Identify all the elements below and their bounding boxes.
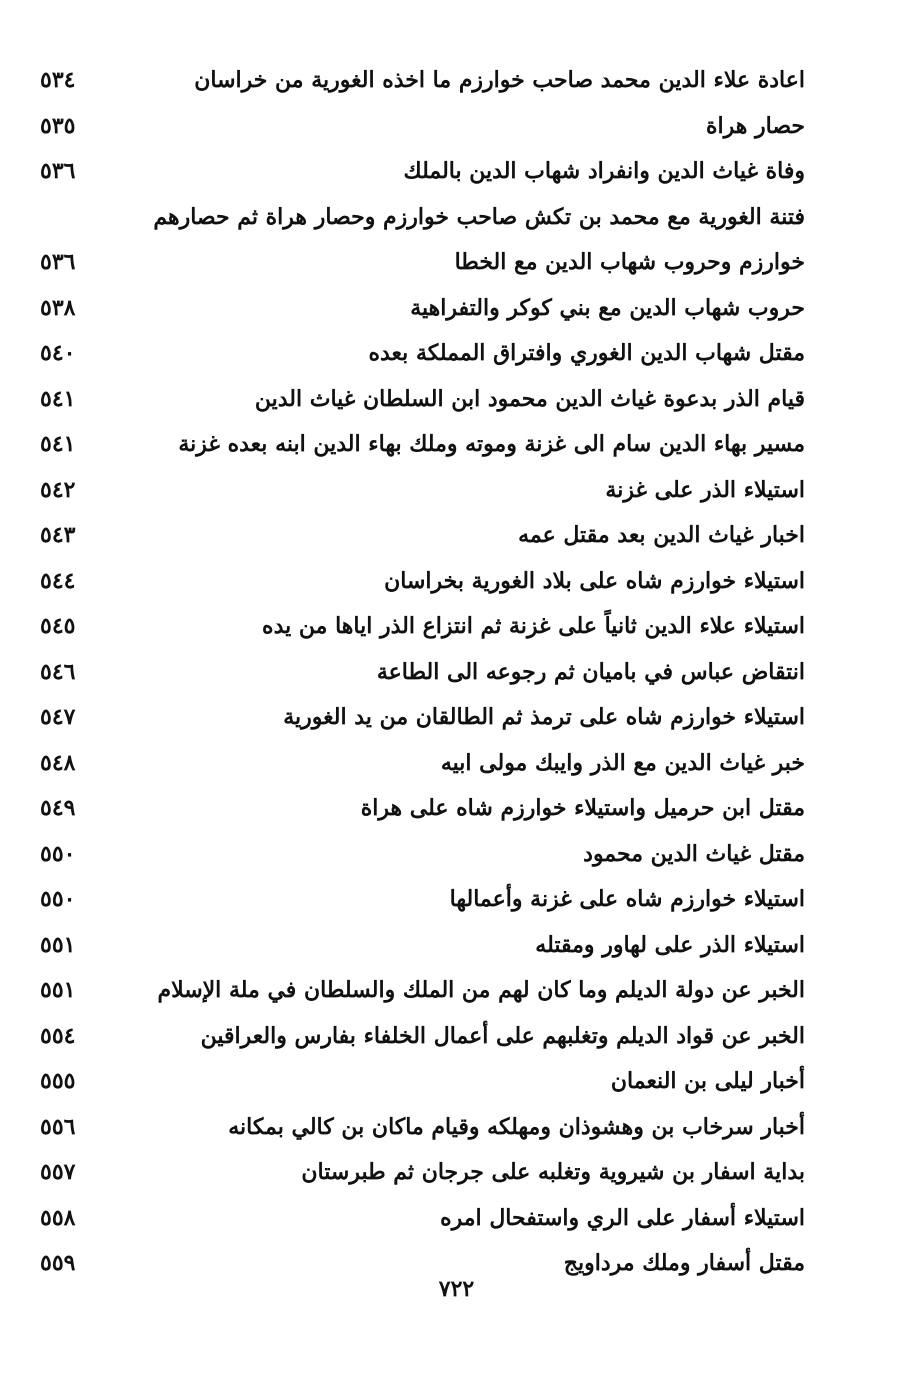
toc-entry xyxy=(40,877,805,923)
toc-entry-title: خوارزم وحروب شهاب الدين مع الخطا xyxy=(454,249,805,275)
toc-entry xyxy=(40,377,805,423)
toc-entry-title: استيلاء أسفار على الري واستفحال امره xyxy=(440,1204,805,1231)
toc-entry xyxy=(40,240,805,286)
toc-entry-page-number: ٥٤٢ xyxy=(40,476,76,503)
toc-entry xyxy=(40,1105,805,1151)
toc-entry-title: مقتل أسفار وملك مرداويج xyxy=(563,1250,805,1276)
toc-entry-page-number: ٥٣٦ xyxy=(40,249,76,275)
toc-entry-title: وفاة غياث الدين وانفراد شهاب الدين بالملك xyxy=(403,158,805,184)
toc-entry xyxy=(40,286,805,332)
toc-entry xyxy=(40,832,805,878)
toc-entry-title: أخبار سرخاب بن وهشوذان ومهلكه وقيام ماكان بن كالي بمكانه xyxy=(228,1113,805,1140)
toc-entry-title: مقتل شهاب الدين الغوري وافتراق المملكة بعده xyxy=(368,340,805,366)
toc-entry-page-number: ٥٤١ xyxy=(40,385,76,412)
toc-entry-title: خبر غياث الدين مع الذر وايبك مولى ابيه xyxy=(440,749,805,776)
toc-entry-title: انتقاض عباس في باميان ثم رجوعه الى الطاعة xyxy=(376,658,805,685)
toc-entry-page-number: ٥٥٨ xyxy=(40,1204,76,1231)
toc-entry xyxy=(40,604,805,650)
table-of-contents xyxy=(40,58,805,1287)
toc-entry-page-number: ٥٤٦ xyxy=(40,658,76,685)
toc-entry-title: استيلاء الذر على غزنة xyxy=(605,476,805,503)
toc-entry xyxy=(40,559,805,605)
toc-entry xyxy=(40,1150,805,1196)
toc-entry-page-number: ٥٥١ xyxy=(40,977,76,1003)
toc-entry-page-number: ٥٥٠ xyxy=(40,886,76,912)
toc-entry-title: بداية اسفار بن شيروية وتغلبه على جرجان ثم طبرستان xyxy=(301,1159,805,1185)
toc-entry-page-number: ٥٣٨ xyxy=(40,294,76,321)
toc-entry-page-number: ٥٤٧ xyxy=(40,704,76,730)
toc-entry xyxy=(40,468,805,514)
toc-entry-title: مقتل غياث الدين محمود xyxy=(583,840,805,867)
toc-entry-page-number: ٥٤٨ xyxy=(40,749,76,776)
toc-entry-page-number: ٥٤٥ xyxy=(40,613,76,639)
toc-entry-page-number: ٥٥٧ xyxy=(40,1159,76,1185)
toc-entry-title: استيلاء خوارزم شاه على ترمذ ثم الطالقان من يد الغورية xyxy=(283,704,805,730)
toc-entry-title: استيلاء خوارزم شاه على غزنة وأعمالها xyxy=(449,886,805,912)
toc-entry xyxy=(40,513,805,559)
toc-entry xyxy=(40,195,805,241)
toc-entry-page-number: ٥٤٠ xyxy=(40,340,76,366)
toc-entry xyxy=(40,149,805,195)
toc-entry xyxy=(40,650,805,696)
toc-entry-page-number: ٥٥١ xyxy=(40,931,76,958)
toc-entry-page-number: ٥٤١ xyxy=(40,431,76,457)
toc-entry xyxy=(40,695,805,741)
toc-entry-title: الخبر عن قواد الديلم وتغلبهم على أعمال الخلفاء بفارس والعراقين xyxy=(200,1022,805,1049)
toc-entry xyxy=(40,1059,805,1105)
toc-entry-title: فتنة الغورية مع محمد بن تكش صاحب خوارزم وحصار هراة ثم حصارهم xyxy=(153,203,805,230)
toc-entry-page-number: ٥٥٤ xyxy=(40,1022,76,1049)
toc-entry-page-number: ٥٤٩ xyxy=(40,795,76,821)
toc-entry xyxy=(40,331,805,377)
toc-entry-title: أخبار ليلى بن النعمان xyxy=(610,1068,805,1094)
toc-entry xyxy=(40,923,805,969)
toc-entry xyxy=(40,968,805,1014)
toc-entry xyxy=(40,741,805,787)
toc-entry-page-number: ٥٥٠ xyxy=(40,840,76,867)
toc-entry-title: استيلاء خوارزم شاه على بلاد الغورية بخراسان xyxy=(384,567,805,594)
toc-entry-page-number: ٥٥٥ xyxy=(40,1068,76,1094)
toc-entry xyxy=(40,422,805,468)
toc-entry-title: حصار هراة xyxy=(705,112,805,139)
toc-entry-page-number: ٥٣٤ xyxy=(40,67,76,93)
toc-entry-page-number: ٥٥٦ xyxy=(40,1113,76,1140)
toc-entry-title: حروب شهاب الدين مع بني كوكر والتفراهية xyxy=(410,294,805,321)
toc-entry-title: الخبر عن دولة الديلم وما كان لهم من الملك والسلطان في ملة الإسلام xyxy=(157,977,805,1003)
toc-entry-title: استيلاء علاء الدين ثانياً على غزنة ثم انتزاع الذر اياها من يده xyxy=(262,613,805,639)
toc-entry-title: مقتل ابن حرميل واستيلاء خوارزم شاه على هراة xyxy=(360,795,805,821)
toc-entry-title: اخبار غياث الدين بعد مقتل عمه xyxy=(518,522,805,548)
toc-entry xyxy=(40,104,805,150)
toc-entry-page-number: ٥٣٦ xyxy=(40,158,76,184)
toc-entry-page-number: ٥٤٤ xyxy=(40,567,76,594)
toc-entry-title: استيلاء الذر على لهاور ومقتله xyxy=(535,931,805,958)
toc-entry-page-number: ٥٤٣ xyxy=(40,522,76,548)
toc-entry-title: قيام الذر بدعوة غياث الدين محمود ابن السلطان غياث الدين xyxy=(254,385,805,412)
toc-entry xyxy=(40,786,805,832)
toc-entry xyxy=(40,1196,805,1242)
toc-entry-page-number: ٥٣٥ xyxy=(40,112,76,139)
page-number-footer: ٧٢٢ xyxy=(438,1276,475,1302)
toc-entry xyxy=(40,1014,805,1060)
toc-entry-page-number: ٥٥٩ xyxy=(40,1250,76,1276)
toc-entry-title: اعادة علاء الدين محمد صاحب خوارزم ما اخذه الغورية من خراسان xyxy=(194,67,805,93)
toc-entry xyxy=(40,58,805,104)
toc-entry-title: مسير بهاء الدين سام الى غزنة وموته وملك بهاء الدين ابنه بعده غزنة xyxy=(178,431,805,457)
